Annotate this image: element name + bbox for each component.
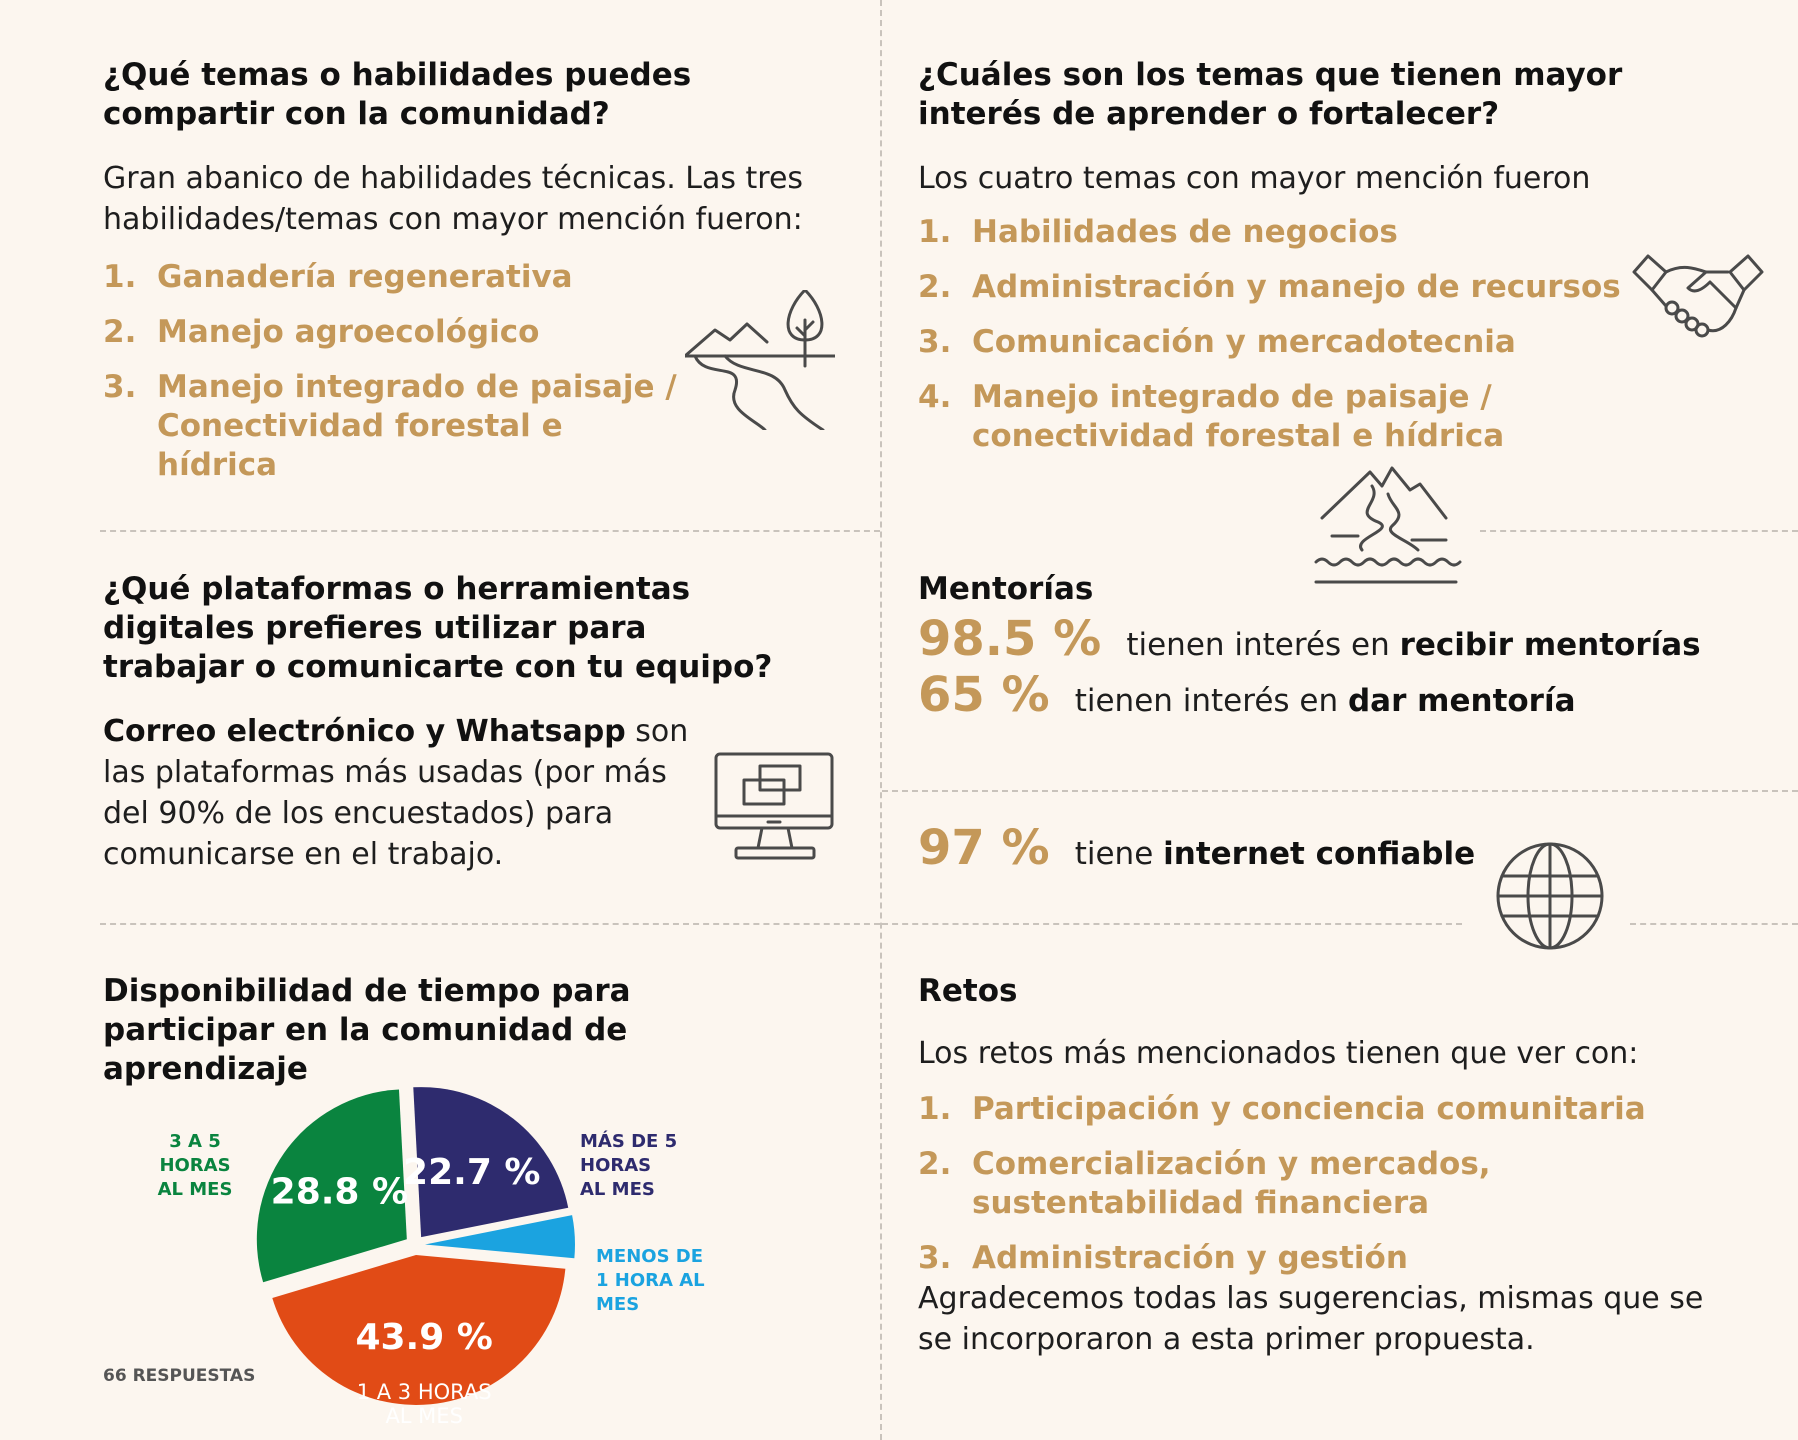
list-item: 3. Administración y gestión bbox=[918, 1240, 1408, 1276]
mentoring-title: Mentorías bbox=[918, 571, 1094, 607]
pie-value-label-2: 43.9 % bbox=[355, 1317, 493, 1359]
divider-row2-right bbox=[1630, 923, 1798, 925]
platforms-answer-rest: son las plataformas más usadas (por más del 90% de los encuestados) para comunicarse en el trabajo. bbox=[103, 714, 689, 872]
platforms-answer-bold: Correo electrónico y Whatsapp bbox=[103, 714, 626, 749]
landscape-tree-icon bbox=[685, 290, 835, 434]
computer-monitor-icon bbox=[714, 752, 836, 866]
globe-icon bbox=[1494, 840, 1606, 956]
pie-value-label-0: 22.7 % bbox=[403, 1151, 541, 1193]
challenges-list bbox=[918, 1090, 1738, 1278]
vertical-divider bbox=[880, 0, 882, 1440]
mentoring-stat-receive: 98.5 % tienen interés en recibir mentorías bbox=[918, 611, 1701, 667]
skills-question: ¿Qué temas o habilidades puedes compartir con la comunidad? bbox=[103, 57, 692, 132]
label-menos1: MENOS DE 1 HORA AL MES bbox=[596, 1246, 705, 1315]
challenges-closing: Agradecemos todas las sugerencias, mismas que se se incorporaron a esta primer propuesta. bbox=[918, 1281, 1704, 1357]
divider-row1-right bbox=[1480, 530, 1798, 532]
skills-intro: Gran abanico de habilidades técnicas. Las tres habilidades/temas con mayor mención fueron: bbox=[103, 161, 804, 237]
divider-row1-left bbox=[100, 530, 880, 532]
challenges-intro: Los retos más mencionados tienen que ver con: bbox=[918, 1036, 1639, 1071]
availability-pie-chart bbox=[230, 1060, 600, 1430]
platforms-answer bbox=[103, 711, 703, 875]
platforms-question: ¿Qué plataformas o herramientas digitales prefieres utilizar para trabajar o comunicarte con tu equipo? bbox=[103, 571, 773, 685]
divider-row2-left bbox=[100, 923, 880, 925]
interests-list bbox=[918, 213, 1738, 456]
list-item: 2. Comercialización y mercados, sustentabilidad financiera bbox=[918, 1146, 1491, 1221]
label-mas5: MÁS DE 5 HORAS AL MES bbox=[580, 1131, 678, 1200]
list-item: 3. Comunicación y mercadotecnia bbox=[918, 324, 1516, 360]
handshake-icon bbox=[1632, 250, 1764, 344]
mentoring-stat-give: 65 % tienen interés en dar mentoría bbox=[918, 667, 1576, 723]
mentoring-section bbox=[918, 570, 1778, 723]
divider-row2-mid bbox=[882, 923, 1462, 925]
challenges-section bbox=[918, 972, 1758, 1360]
divider-internet bbox=[882, 790, 1798, 792]
list-item: 4. Manejo integrado de paisaje / conectividad forestal e hídrica bbox=[918, 379, 1505, 454]
label-3a5: 3 A 5 HORAS AL MES bbox=[157, 1131, 233, 1200]
pie-category-label: AL MES bbox=[385, 1404, 463, 1429]
list-item: 2. Administración y manejo de recursos bbox=[918, 269, 1621, 305]
list-item: 1. Habilidades de negocios bbox=[918, 214, 1398, 250]
responses-count: 66 RESPUESTAS bbox=[103, 1366, 256, 1386]
list-item: 1. Ganadería regenerativa bbox=[103, 259, 573, 295]
list-item: 1. Participación y conciencia comunitaria bbox=[918, 1091, 1646, 1127]
list-item: 2. Manejo agroecológico bbox=[103, 314, 540, 350]
interests-question: ¿Cuáles son los temas que tienen mayor interés de aprender o fortalecer? bbox=[918, 57, 1623, 132]
skills-list bbox=[103, 258, 723, 485]
challenges-title: Retos bbox=[918, 973, 1018, 1009]
list-item: 3. Manejo integrado de paisaje / Conectividad forestal e hídrica bbox=[103, 369, 677, 483]
interests-intro: Los cuatro temas con mayor mención fueron bbox=[918, 161, 1591, 196]
pie-value-label-3: 28.8 % bbox=[270, 1171, 409, 1213]
pie-category-label: 1 A 3 HORAS bbox=[356, 1380, 492, 1405]
interests-section bbox=[918, 56, 1738, 456]
internet-stat: 97 % tiene internet confiable bbox=[918, 820, 1476, 876]
availability-question: Disponibilidad de tiempo para participar en la comunidad de aprendizaje bbox=[103, 973, 631, 1087]
